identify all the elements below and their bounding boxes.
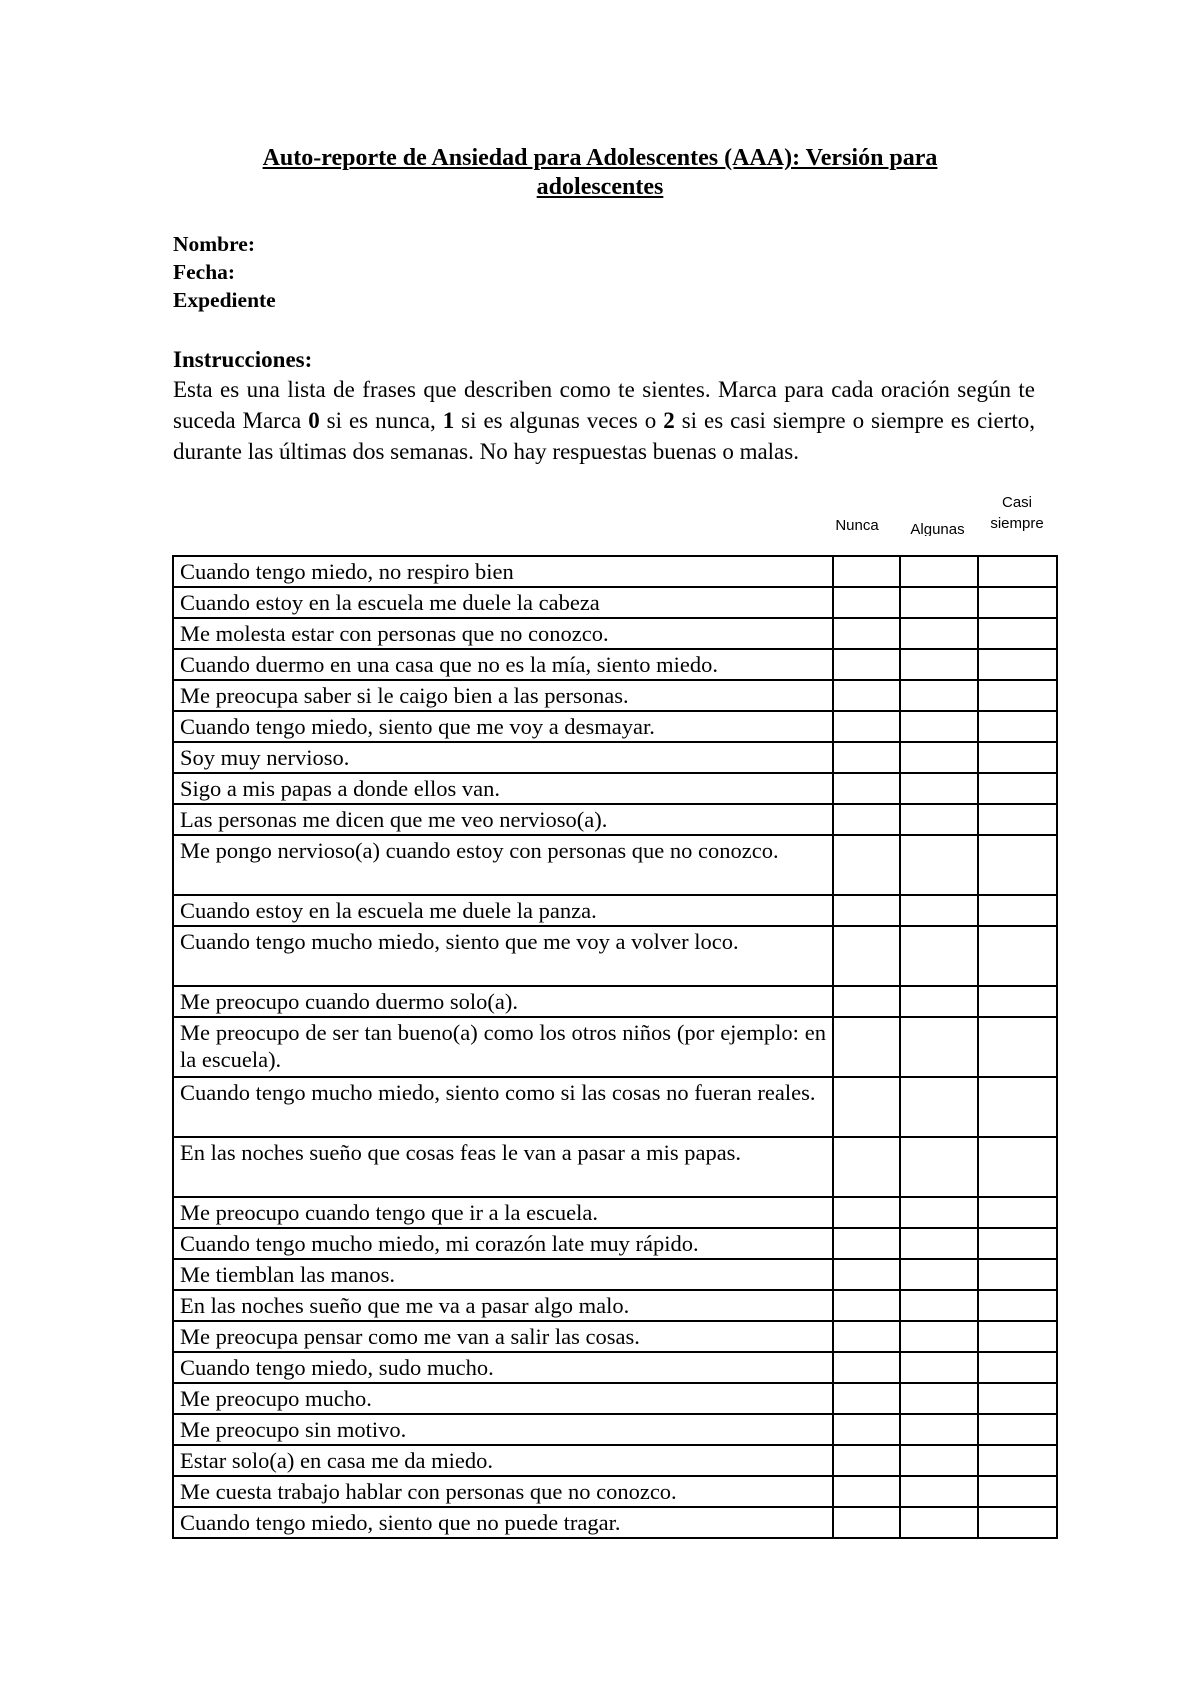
answer-box-sometimes[interactable] [900,1290,978,1321]
table-row [173,835,1057,895]
answer-box-never[interactable] [833,895,900,926]
table-row [173,1321,1057,1352]
answer-box-almost-always[interactable] [978,1352,1057,1383]
answer-box-sometimes[interactable] [900,1321,978,1352]
table-row [173,1197,1057,1228]
title-line-1: Auto-reporte de Ansiedad para Adolescentes (AAA): Versión para [262,145,938,171]
question-text: Soy muy nervioso. [173,742,833,773]
answer-box-sometimes[interactable] [900,895,978,926]
table-row [173,1290,1057,1321]
answer-box-sometimes[interactable] [900,1228,978,1259]
answer-box-sometimes[interactable] [900,742,978,773]
answer-box-sometimes[interactable] [900,711,978,742]
question-text: Me preocupo cuando duermo solo(a). [173,986,833,1017]
table-row [173,742,1057,773]
answer-box-almost-always[interactable] [978,587,1057,618]
answer-box-almost-always[interactable] [978,895,1057,926]
table-row [173,926,1057,986]
answer-box-almost-always[interactable] [978,1259,1057,1290]
question-text: Me preocupa pensar como me van a salir las cosas. [173,1321,833,1352]
answer-box-never[interactable] [833,556,900,587]
answer-box-almost-always[interactable] [978,1414,1057,1445]
answer-box-almost-always[interactable] [978,1290,1057,1321]
questionnaire-table [172,555,1058,1539]
table-row [173,1352,1057,1383]
answer-box-never[interactable] [833,711,900,742]
answer-box-sometimes[interactable] [900,926,978,986]
answer-box-almost-always[interactable] [978,1383,1057,1414]
answer-box-never[interactable] [833,1137,900,1197]
answer-box-almost-always[interactable] [978,1137,1057,1197]
answer-box-almost-always[interactable] [978,680,1057,711]
question-text: Me cuesta trabajo hablar con personas que no conozco. [173,1476,833,1507]
answer-box-never[interactable] [833,1383,900,1414]
answer-box-never[interactable] [833,1321,900,1352]
question-text: Me preocupo de ser tan bueno(a) como los otros niños (por ejemplo: en la escuela). [173,1017,833,1077]
answer-box-almost-always[interactable] [978,742,1057,773]
answer-box-almost-always[interactable] [978,1197,1057,1228]
table-row [173,556,1057,587]
answer-box-never[interactable] [833,587,900,618]
answer-box-sometimes[interactable] [900,680,978,711]
answer-box-never[interactable] [833,649,900,680]
table-row [173,773,1057,804]
table-row [173,1077,1057,1137]
answer-box-sometimes[interactable] [900,556,978,587]
table-row [173,1228,1057,1259]
answer-box-sometimes[interactable] [900,835,978,895]
table-row [173,587,1057,618]
answer-box-never[interactable] [833,1259,900,1290]
name-field-label: Nombre: [173,232,256,256]
answer-box-sometimes[interactable] [900,618,978,649]
question-text: Me tiemblan las manos. [173,1259,833,1290]
table-row [173,1414,1057,1445]
answer-box-never[interactable] [833,926,900,986]
question-text: Las personas me dicen que me veo nervioso(a). [173,804,833,835]
answer-box-almost-always[interactable] [978,1077,1057,1137]
answer-box-almost-always[interactable] [978,1321,1057,1352]
question-text: Me preocupo sin motivo. [173,1414,833,1445]
answer-box-never[interactable] [833,1017,900,1077]
answer-box-sometimes[interactable] [900,1197,978,1228]
answer-box-never[interactable] [833,680,900,711]
answer-box-almost-always[interactable] [978,1476,1057,1507]
question-text: Cuando tengo mucho miedo, mi corazón late muy rápido. [173,1228,833,1259]
answer-box-never[interactable] [833,1507,900,1538]
table-row [173,1137,1057,1197]
question-text: Estar solo(a) en casa me da miedo. [173,1445,833,1476]
table-row [173,895,1057,926]
answer-box-never[interactable] [833,618,900,649]
question-text: Cuando estoy en la escuela me duele la panza. [173,895,833,926]
document-title [160,144,1040,202]
question-text: En las noches sueño que cosas feas le van a pasar a mis papas. [173,1137,833,1197]
question-text: Me molesta estar con personas que no conozco. [173,618,833,649]
record-field-label: Expediente [173,288,276,312]
answer-box-sometimes[interactable] [900,1259,978,1290]
table-row [173,618,1057,649]
answer-box-almost-always[interactable] [978,556,1057,587]
answer-box-sometimes[interactable] [900,1414,978,1445]
answer-box-sometimes[interactable] [900,804,978,835]
question-text: Cuando duermo en una casa que no es la mía, siento miedo. [173,649,833,680]
answer-box-sometimes[interactable] [900,587,978,618]
answer-box-never[interactable] [833,773,900,804]
table-row [173,1383,1057,1414]
table-row [173,680,1057,711]
question-text: Cuando tengo miedo, sudo mucho. [173,1352,833,1383]
answer-box-never[interactable] [833,1414,900,1445]
column-header-never: Nunca [835,517,879,534]
question-text: Me pongo nervioso(a) cuando estoy con personas que no conozco. [173,835,833,895]
answer-box-sometimes[interactable] [900,1445,978,1476]
answer-box-almost-always[interactable] [978,804,1057,835]
answer-box-almost-always[interactable] [978,1507,1057,1538]
question-text: Me preocupo mucho. [173,1383,833,1414]
question-text: En las noches sueño que me va a pasar algo malo. [173,1290,833,1321]
answer-box-sometimes[interactable] [900,1137,978,1197]
answer-box-sometimes[interactable] [900,1352,978,1383]
question-text: Cuando tengo miedo, siento que no puede tragar. [173,1507,833,1538]
question-text: Cuando tengo mucho miedo, siento como si las cosas no fueran reales. [173,1077,833,1137]
answer-box-never[interactable] [833,742,900,773]
answer-box-sometimes[interactable] [900,1507,978,1538]
answer-box-almost-always[interactable] [978,1445,1057,1476]
answer-box-sometimes[interactable] [900,1077,978,1137]
table-row [173,986,1057,1017]
answer-box-never[interactable] [833,1228,900,1259]
table-row [173,804,1057,835]
answer-box-almost-always[interactable] [978,926,1057,986]
answer-box-almost-always[interactable] [978,835,1057,895]
answer-box-never[interactable] [833,804,900,835]
question-text: Me preocupa saber si le caigo bien a las personas. [173,680,833,711]
answer-box-never[interactable] [833,1476,900,1507]
answer-box-never[interactable] [833,1290,900,1321]
table-row [173,1259,1057,1290]
answer-box-sometimes[interactable] [900,1383,978,1414]
answer-box-never[interactable] [833,1077,900,1137]
table-row [173,1476,1057,1507]
question-text: Cuando tengo miedo, no respiro bien [173,556,833,587]
answer-box-never[interactable] [833,1352,900,1383]
answer-box-sometimes[interactable] [900,773,978,804]
answer-box-sometimes[interactable] [900,1017,978,1077]
answer-box-never[interactable] [833,835,900,895]
answer-box-almost-always[interactable] [978,1228,1057,1259]
table-row [173,1507,1057,1538]
date-field-label: Fecha: [173,260,236,284]
answer-box-sometimes[interactable] [900,986,978,1017]
answer-box-almost-always[interactable] [978,618,1057,649]
table-row [173,649,1057,680]
answer-box-almost-always[interactable] [978,773,1057,804]
answer-box-sometimes[interactable] [900,649,978,680]
answer-box-almost-always[interactable] [978,986,1057,1017]
column-header-sometimes: Algunas [910,521,965,536]
question-text: Me preocupo cuando tengo que ir a la escuela. [173,1197,833,1228]
question-text: Sigo a mis papas a donde ellos van. [173,773,833,804]
answer-box-never[interactable] [833,986,900,1017]
table-row [173,1017,1057,1077]
question-text: Cuando tengo miedo, siento que me voy a desmayar. [173,711,833,742]
answer-box-almost-always[interactable] [978,1017,1057,1077]
instructions-text: Esta es una lista de frases que describen como te sientes. Marca para cada oración según te suceda Marca 0 si es nunca, 1 si es algunas veces o 2 si es casi siempre o siempre es cierto, durante las últimas dos semanas. No hay respuestas buenas o malas. [173,377,1036,464]
table-row [173,1445,1057,1476]
column-header-almost-always: Casi siempre [990,494,1044,532]
answer-box-almost-always[interactable] [978,649,1057,680]
title-line-2: adolescentes [536,174,664,200]
answer-box-never[interactable] [833,1197,900,1228]
question-text: Cuando estoy en la escuela me duele la cabeza [173,587,833,618]
answer-box-sometimes[interactable] [900,1476,978,1507]
answer-box-almost-always[interactable] [978,711,1057,742]
instructions-heading: Instrucciones: [173,347,313,372]
question-text: Cuando tengo mucho miedo, siento que me voy a volver loco. [173,926,833,986]
table-row [173,711,1057,742]
answer-box-never[interactable] [833,1445,900,1476]
